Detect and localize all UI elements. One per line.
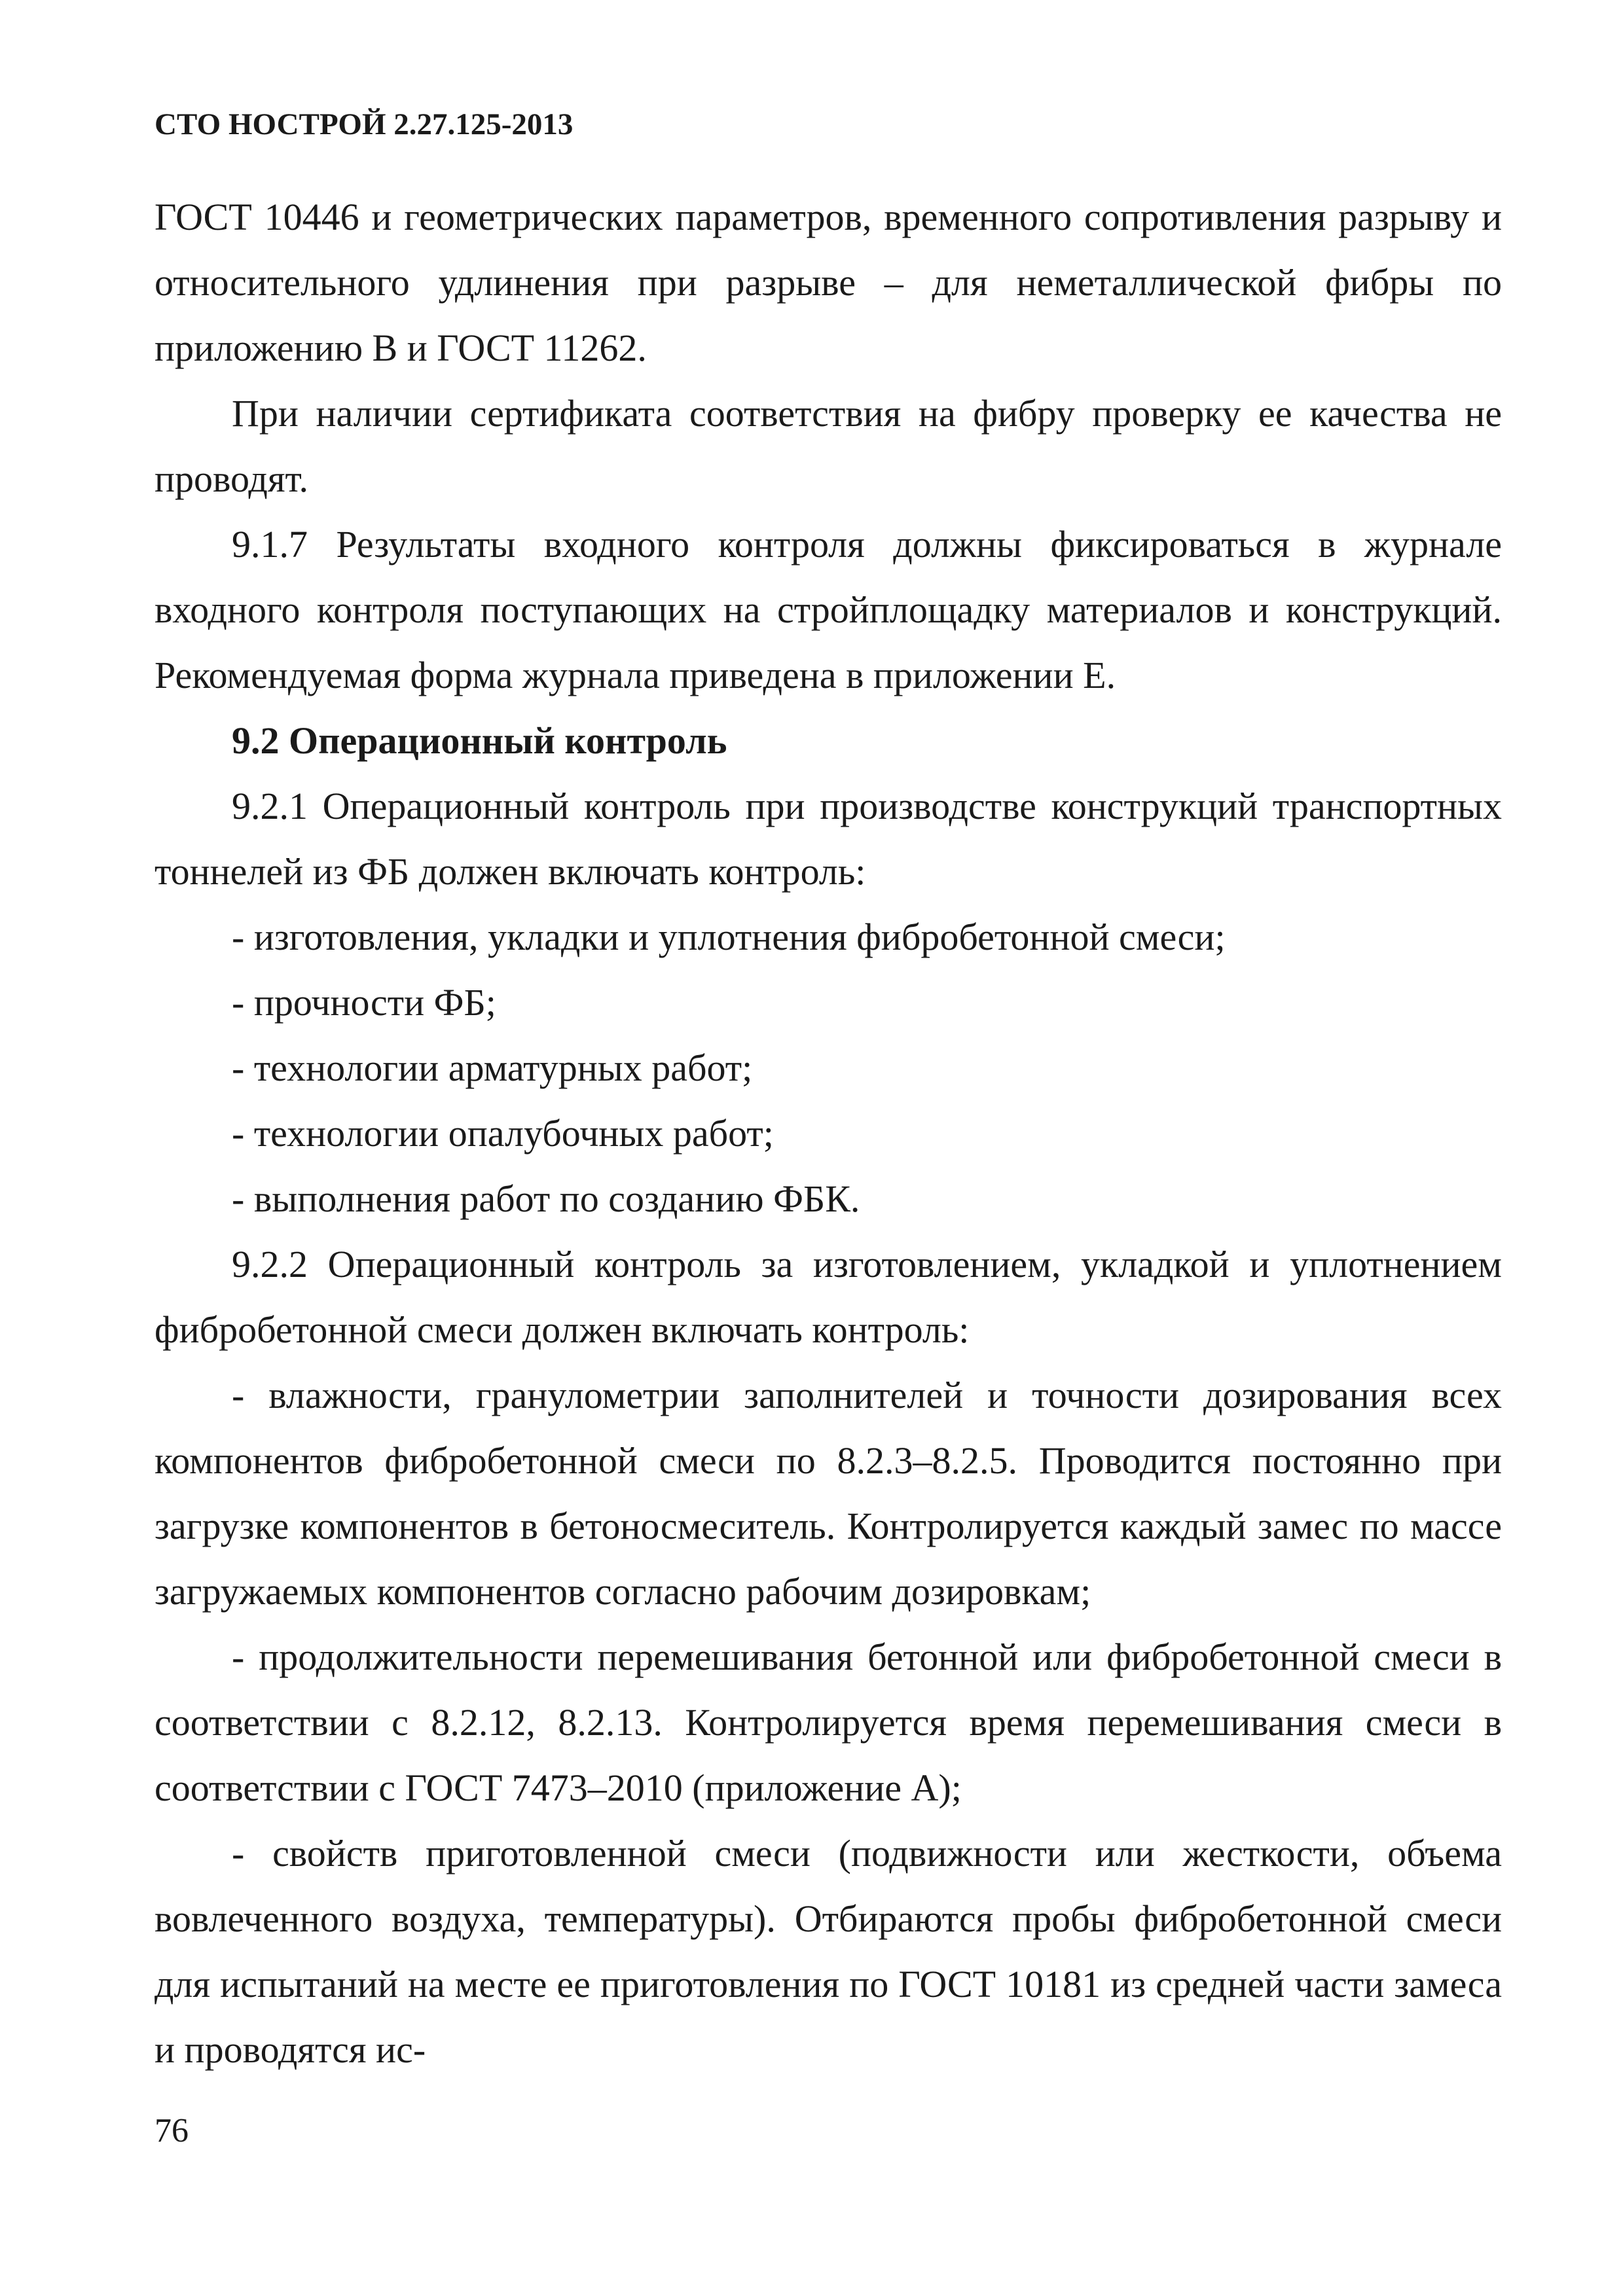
section-heading-9-2: 9.2 Операционный контроль xyxy=(232,719,727,762)
page-number: 76 xyxy=(155,2112,189,2149)
list-item: - прочности ФБ; xyxy=(232,981,496,1024)
list-item: - технологии арматурных работ; xyxy=(232,1047,753,1089)
document-body xyxy=(155,185,1502,2083)
list-item-humidity: - влажности, гранулометрии заполнителей и точности дозирования всех компонентов фибробетонной смеси по 8.2.3–8.2.5. Проводится постоянно при загрузке компонентов в бетоносмеситель. Контролируется каждый замес по массе загружаемых компонентов согласно рабочим дозировкам; xyxy=(155,1374,1502,1613)
list-item: - выполнения работ по созданию ФБК. xyxy=(232,1177,860,1220)
paragraph-continuation: ГОСТ 10446 и геометрических параметров, временного сопротивления разрыву и относительного удлинения при разрыве – для неметаллической фибры по приложению В и ГОСТ 11262. xyxy=(155,196,1502,369)
list-item: - изготовления, укладки и уплотнения фибробетонной смеси; xyxy=(232,916,1226,958)
list-item-mix-properties: - свойств приготовленной смеси (подвижности или жесткости, объема вовлеченного воздуха, температуры). Отбираются пробы фибробетонной смеси для испытаний на месте ее приготовления по ГОСТ 10181 из средней части замеса и проводятся ис- xyxy=(155,1832,1502,2071)
list-item: - технологии опалубочных работ; xyxy=(232,1112,774,1155)
document-header: СТО НОСТРОЙ 2.27.125-2013 xyxy=(155,107,574,141)
list-item-mixing-duration: - продолжительности перемешивания бетонной или фибробетонной смеси в соответствии с 8.2.12, 8.2.13. Контролируется время перемешивания смеси в соответствии с ГОСТ 7473–2010 (приложение А); xyxy=(155,1636,1502,1809)
paragraph-9-1-7: 9.1.7 Результаты входного контроля должны фиксироваться в журнале входного контроля поступающих на стройплощадку материалов и конструкций. Рекомендуемая форма журнала приведена в приложении Е. xyxy=(155,523,1502,696)
paragraph-9-2-2: 9.2.2 Операционный контроль за изготовлением, укладкой и уплотнением фибробетонной смеси должен включать контроль: xyxy=(155,1243,1502,1351)
paragraph-certificate: При наличии сертификата соответствия на фибру проверку ее качества не проводят. xyxy=(155,392,1502,500)
paragraph-9-2-1: 9.2.1 Операционный контроль при производстве конструкций транспортных тоннелей из ФБ должен включать контроль: xyxy=(155,785,1502,893)
